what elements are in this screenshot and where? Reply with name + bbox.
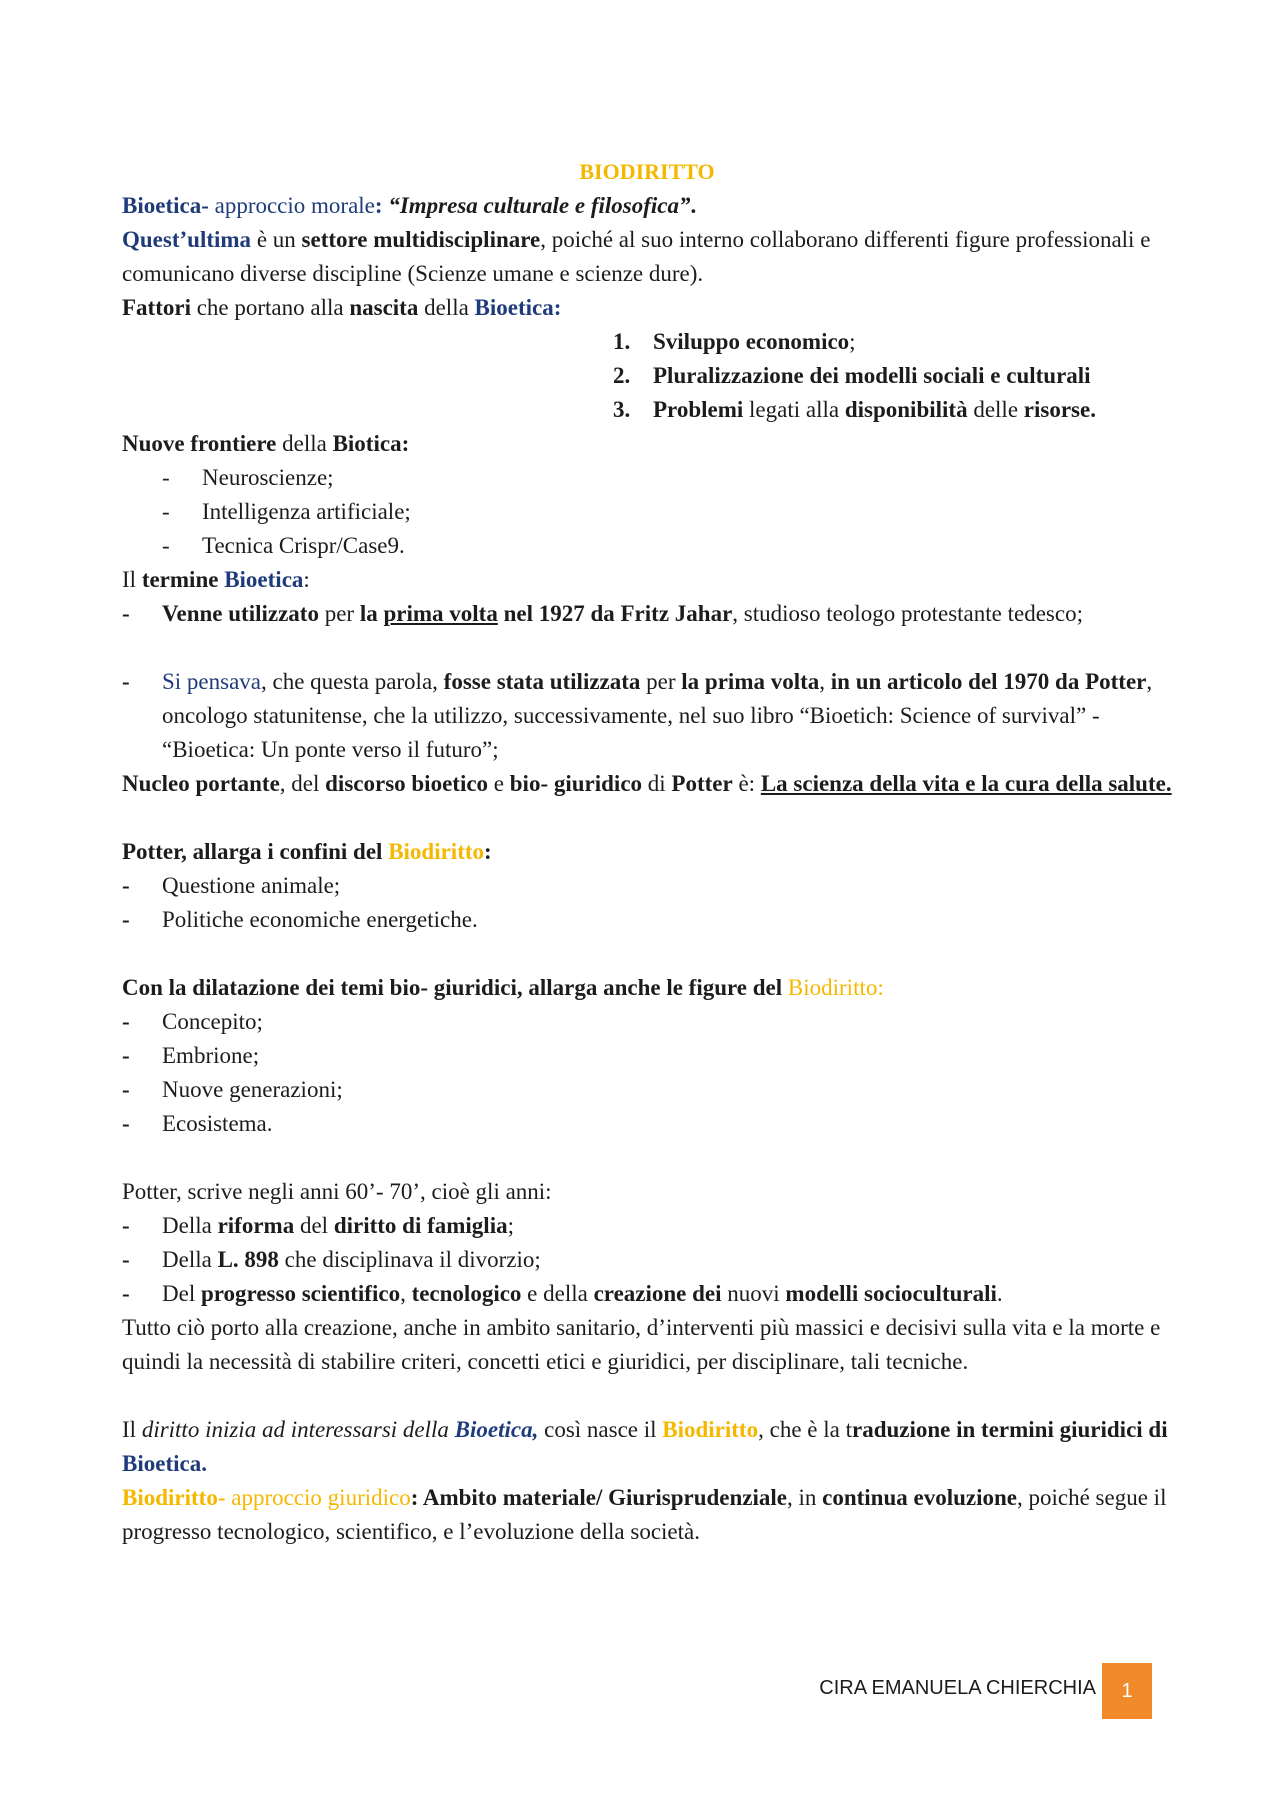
anni-i3-bold-1: progresso scientifico <box>200 1281 401 1306</box>
venne-bold-1: Venne utilizzato <box>162 601 319 626</box>
anni-i1-text-1: Della <box>162 1213 218 1238</box>
diritto-paragraph <box>122 1413 1172 1481</box>
anni-i1-text-3: ; <box>507 1213 514 1238</box>
list-item-text: Ecosistema. <box>162 1111 273 1136</box>
confini-biodiritto: Biodiritto <box>388 839 485 864</box>
item-number: 1. <box>613 329 631 354</box>
footer-author: CIRA EMANUELA CHIERCHIA <box>819 1677 1096 1699</box>
def-bold-2: continua evoluzione <box>822 1485 1017 1510</box>
list-item-text: Embrione; <box>162 1043 260 1068</box>
diritto-text-2: così nasce il <box>538 1417 663 1442</box>
page-footer <box>800 1663 1152 1719</box>
item-bold: Pluralizzazione dei modelli sociali e culturali <box>653 363 1091 388</box>
anni-i2-bold-1: L. 898 <box>217 1247 279 1272</box>
venne-item <box>122 597 1172 631</box>
list-item-text: Questione animale; <box>162 873 341 898</box>
intro-period: . <box>690 193 697 218</box>
def-bold-1: : Ambito materiale/ Giurisprudenziale <box>410 1485 787 1510</box>
numbered-item <box>122 359 1172 393</box>
item-bold-2: disponibilità <box>844 397 968 422</box>
confini-heading <box>122 835 1172 869</box>
venne-bold-3: nel 1927 da Fritz Jahar <box>497 601 733 626</box>
nucleo-text-1: , del <box>279 771 326 796</box>
pensava-bold-1: fosse stata utilizzata <box>443 669 641 694</box>
item-number: 3. <box>613 397 631 422</box>
anni-i3-bold-2: tecnologico <box>411 1281 522 1306</box>
page-number-badge: 1 <box>1102 1663 1152 1719</box>
def-text-2: , poiché segue il progresso tecnologico, scientifico, e l’evoluzione della società. <box>122 1485 1167 1544</box>
document-body <box>122 155 1172 1549</box>
confini-colon: : <box>484 839 492 864</box>
spacer <box>122 937 1172 971</box>
anni-i3-bold-3: creazione dei <box>593 1281 722 1306</box>
def-text-1: , in <box>786 1485 823 1510</box>
nucleo-bold-3: bio- giuridico <box>509 771 643 796</box>
dash-bullet: - <box>122 1077 130 1102</box>
nucleo-underline: La scienza della vita e la cura della salute. <box>760 771 1172 796</box>
list-item-text: Politiche economiche energetiche. <box>162 907 478 932</box>
pensava-bold-3: in un articolo del 1970 da Potter <box>830 669 1147 694</box>
item-text-2: delle <box>967 397 1024 422</box>
def-biodiritto: Biodiritto- <box>122 1485 226 1510</box>
nucleo-text-4: è: <box>732 771 761 796</box>
frontiere-bold-1: Nuove frontiere <box>122 431 277 456</box>
pensava-text-1: , che questa parola, <box>261 669 444 694</box>
fattori-text-1: che portano alla <box>190 295 350 320</box>
frontiere-text-1: della <box>276 431 333 456</box>
def-approccio: approccio giuridico <box>225 1485 411 1510</box>
fattori-line <box>122 291 1172 325</box>
list-item <box>122 1005 1172 1039</box>
dilatazione-colon: : <box>877 975 884 1000</box>
anni-i1-text-2: del <box>294 1213 334 1238</box>
intro-line <box>122 189 1172 223</box>
list-item <box>122 1209 1172 1243</box>
list-item-text: Neuroscienze; <box>202 465 334 490</box>
nucleo-text-2: e <box>488 771 510 796</box>
pensava-item <box>122 665 1172 767</box>
bioetica-label: Bioetica- <box>122 193 209 218</box>
venne-text-2: , studioso teologo protestante tedesco; <box>732 601 1083 626</box>
dash-bullet: - <box>122 1009 130 1034</box>
frontiere-bold-2: Biotica: <box>332 431 410 456</box>
item-bold: Sviluppo economico <box>653 329 850 354</box>
venne-body <box>162 597 1167 631</box>
list-item-text: Tecnica Crispr/Case9. <box>202 533 405 558</box>
list-item <box>122 1107 1172 1141</box>
tutto-paragraph: Tutto ciò porto alla creazione, anche in ambito sanitario, d’interventi più massici e decisivi sulla vita e la morte e quindi la necessità di stabilire criteri, concetti etici e giuridici, per disciplinare, tali tecniche. <box>122 1315 1161 1374</box>
quest-label: Quest’ultima <box>122 227 252 252</box>
dash-bullet: - <box>162 533 170 558</box>
nucleo-bold-2: discorso bioetico <box>325 771 489 796</box>
diritto-biodiritto: Biodiritto <box>662 1417 759 1442</box>
item-number: 2. <box>613 363 631 388</box>
list-item <box>122 461 1172 495</box>
anni-i3-text-1: Del <box>162 1281 201 1306</box>
termine-bold: termine <box>141 567 219 592</box>
nucleo-bold-4: Potter <box>671 771 733 796</box>
list-item-text: Concepito; <box>162 1009 263 1034</box>
dash-bullet: - <box>122 1247 130 1272</box>
intro-colon: : <box>374 193 389 218</box>
anni-i3-bold-4: modelli socioculturali <box>785 1281 997 1306</box>
termine-colon: : <box>303 567 310 592</box>
nucleo-text-3: di <box>642 771 672 796</box>
fattori-bold-1: Fattori <box>122 295 191 320</box>
list-item <box>122 1039 1172 1073</box>
anni-i1-bold-2: diritto di famiglia <box>333 1213 508 1238</box>
spacer <box>122 801 1172 835</box>
nucleo-paragraph <box>122 767 1172 801</box>
fattori-bioetica: Bioetica: <box>474 295 562 320</box>
fattori-bold-2: nascita <box>349 295 419 320</box>
dash-bullet: - <box>122 907 130 932</box>
pensava-text-4: , oncologo statunitense, che la utilizzo, successivamente, nel suo libro “Bioetich: Science of survival” - “Bioetica: Un ponte verso il futuro”; <box>162 669 1153 762</box>
termine-bioetica: Bioetica <box>224 567 304 592</box>
list-item <box>122 495 1172 529</box>
item-text: legati alla <box>743 397 845 422</box>
dilatazione-heading <box>122 971 1172 1005</box>
pensava-text-3: , <box>819 669 831 694</box>
anni-i2-text-1: Della <box>162 1247 218 1272</box>
dilatazione-bold: Con la dilatazione dei temi bio- giuridici, allarga anche le figure del <box>122 975 788 1000</box>
pensava-body <box>162 665 1167 767</box>
list-item <box>122 869 1172 903</box>
spacer <box>122 631 1172 665</box>
list-item <box>122 529 1172 563</box>
dash-bullet: - <box>122 601 130 626</box>
fattori-text-2: della <box>418 295 475 320</box>
quest-text-2: , poiché al suo interno collaborano differenti figure professionali e comunicano diverse discipline (Scienze umane e scienze dure). <box>122 227 1151 286</box>
dash-bullet: - <box>122 1213 130 1238</box>
nucleo-bold-1: Nucleo portante <box>122 771 280 796</box>
list-item <box>122 903 1172 937</box>
anni-i3-text-3: e della <box>521 1281 594 1306</box>
termine-heading <box>122 563 1172 597</box>
item-bold: Problemi <box>653 397 744 422</box>
list-item <box>122 1243 1172 1277</box>
list-item <box>122 1277 1172 1311</box>
frontiere-heading <box>122 427 1172 461</box>
dash-bullet: - <box>122 1111 130 1136</box>
diritto-text-3: , che è la t <box>758 1417 852 1442</box>
numbered-item <box>122 325 1172 359</box>
page-title: BIODIRITTO <box>579 159 715 184</box>
venne-text-1: per <box>318 601 360 626</box>
dash-bullet: - <box>122 1281 130 1306</box>
dash-bullet: - <box>162 499 170 524</box>
list-item-text: Intelligenza artificiale; <box>202 499 411 524</box>
pensava-bold-2: la prima volta <box>681 669 820 694</box>
anni-i3-text-2: , <box>400 1281 412 1306</box>
diritto-bioetica: Bioetica, <box>454 1417 539 1442</box>
diritto-italic: diritto inizia ad interessarsi della <box>141 1417 455 1442</box>
quest-paragraph <box>122 223 1172 291</box>
list-item-text: Nuove generazioni; <box>162 1077 343 1102</box>
spacer <box>122 1379 1172 1413</box>
diritto-text-1: Il <box>122 1417 142 1442</box>
dash-bullet: - <box>122 1043 130 1068</box>
anni-i2-text-2: che disciplinava il divorzio; <box>278 1247 541 1272</box>
intro-quote: “Impresa culturale e filosofica” <box>388 193 691 218</box>
venne-bold-2: la <box>359 601 384 626</box>
dash-bullet: - <box>122 669 130 694</box>
numbered-item <box>122 393 1172 427</box>
item-text: ; <box>849 329 856 354</box>
spacer <box>122 1141 1172 1175</box>
venne-underline: prima volta <box>383 601 498 626</box>
confini-bold-1: Potter, allarga i confini del <box>122 839 389 864</box>
dash-bullet: - <box>122 873 130 898</box>
biodiritto-definition <box>122 1481 1172 1549</box>
anni-i3-text-5: . <box>996 1281 1003 1306</box>
dilatazione-biodiritto: Biodiritto <box>787 975 878 1000</box>
anni-i3-text-4: nuovi <box>721 1281 786 1306</box>
quest-text-1: è un <box>251 227 302 252</box>
diritto-bold-2: Bioetica. <box>122 1451 207 1476</box>
termine-text-1: Il <box>122 567 142 592</box>
item-bold-3: risorse. <box>1023 397 1096 422</box>
approccio-morale: approccio morale <box>208 193 375 218</box>
anni-line: Potter, scrive negli anni 60’- 70’, cioè gli anni: <box>122 1179 552 1204</box>
pensava-blue: Si pensava <box>162 669 262 694</box>
list-item <box>122 1073 1172 1107</box>
diritto-bold-1: raduzione in termini giuridici di <box>851 1417 1168 1442</box>
pensava-text-2: per <box>640 669 682 694</box>
anni-i1-bold-1: riforma <box>217 1213 295 1238</box>
dash-bullet: - <box>162 465 170 490</box>
quest-bold-1: settore multidisciplinare <box>301 227 541 252</box>
